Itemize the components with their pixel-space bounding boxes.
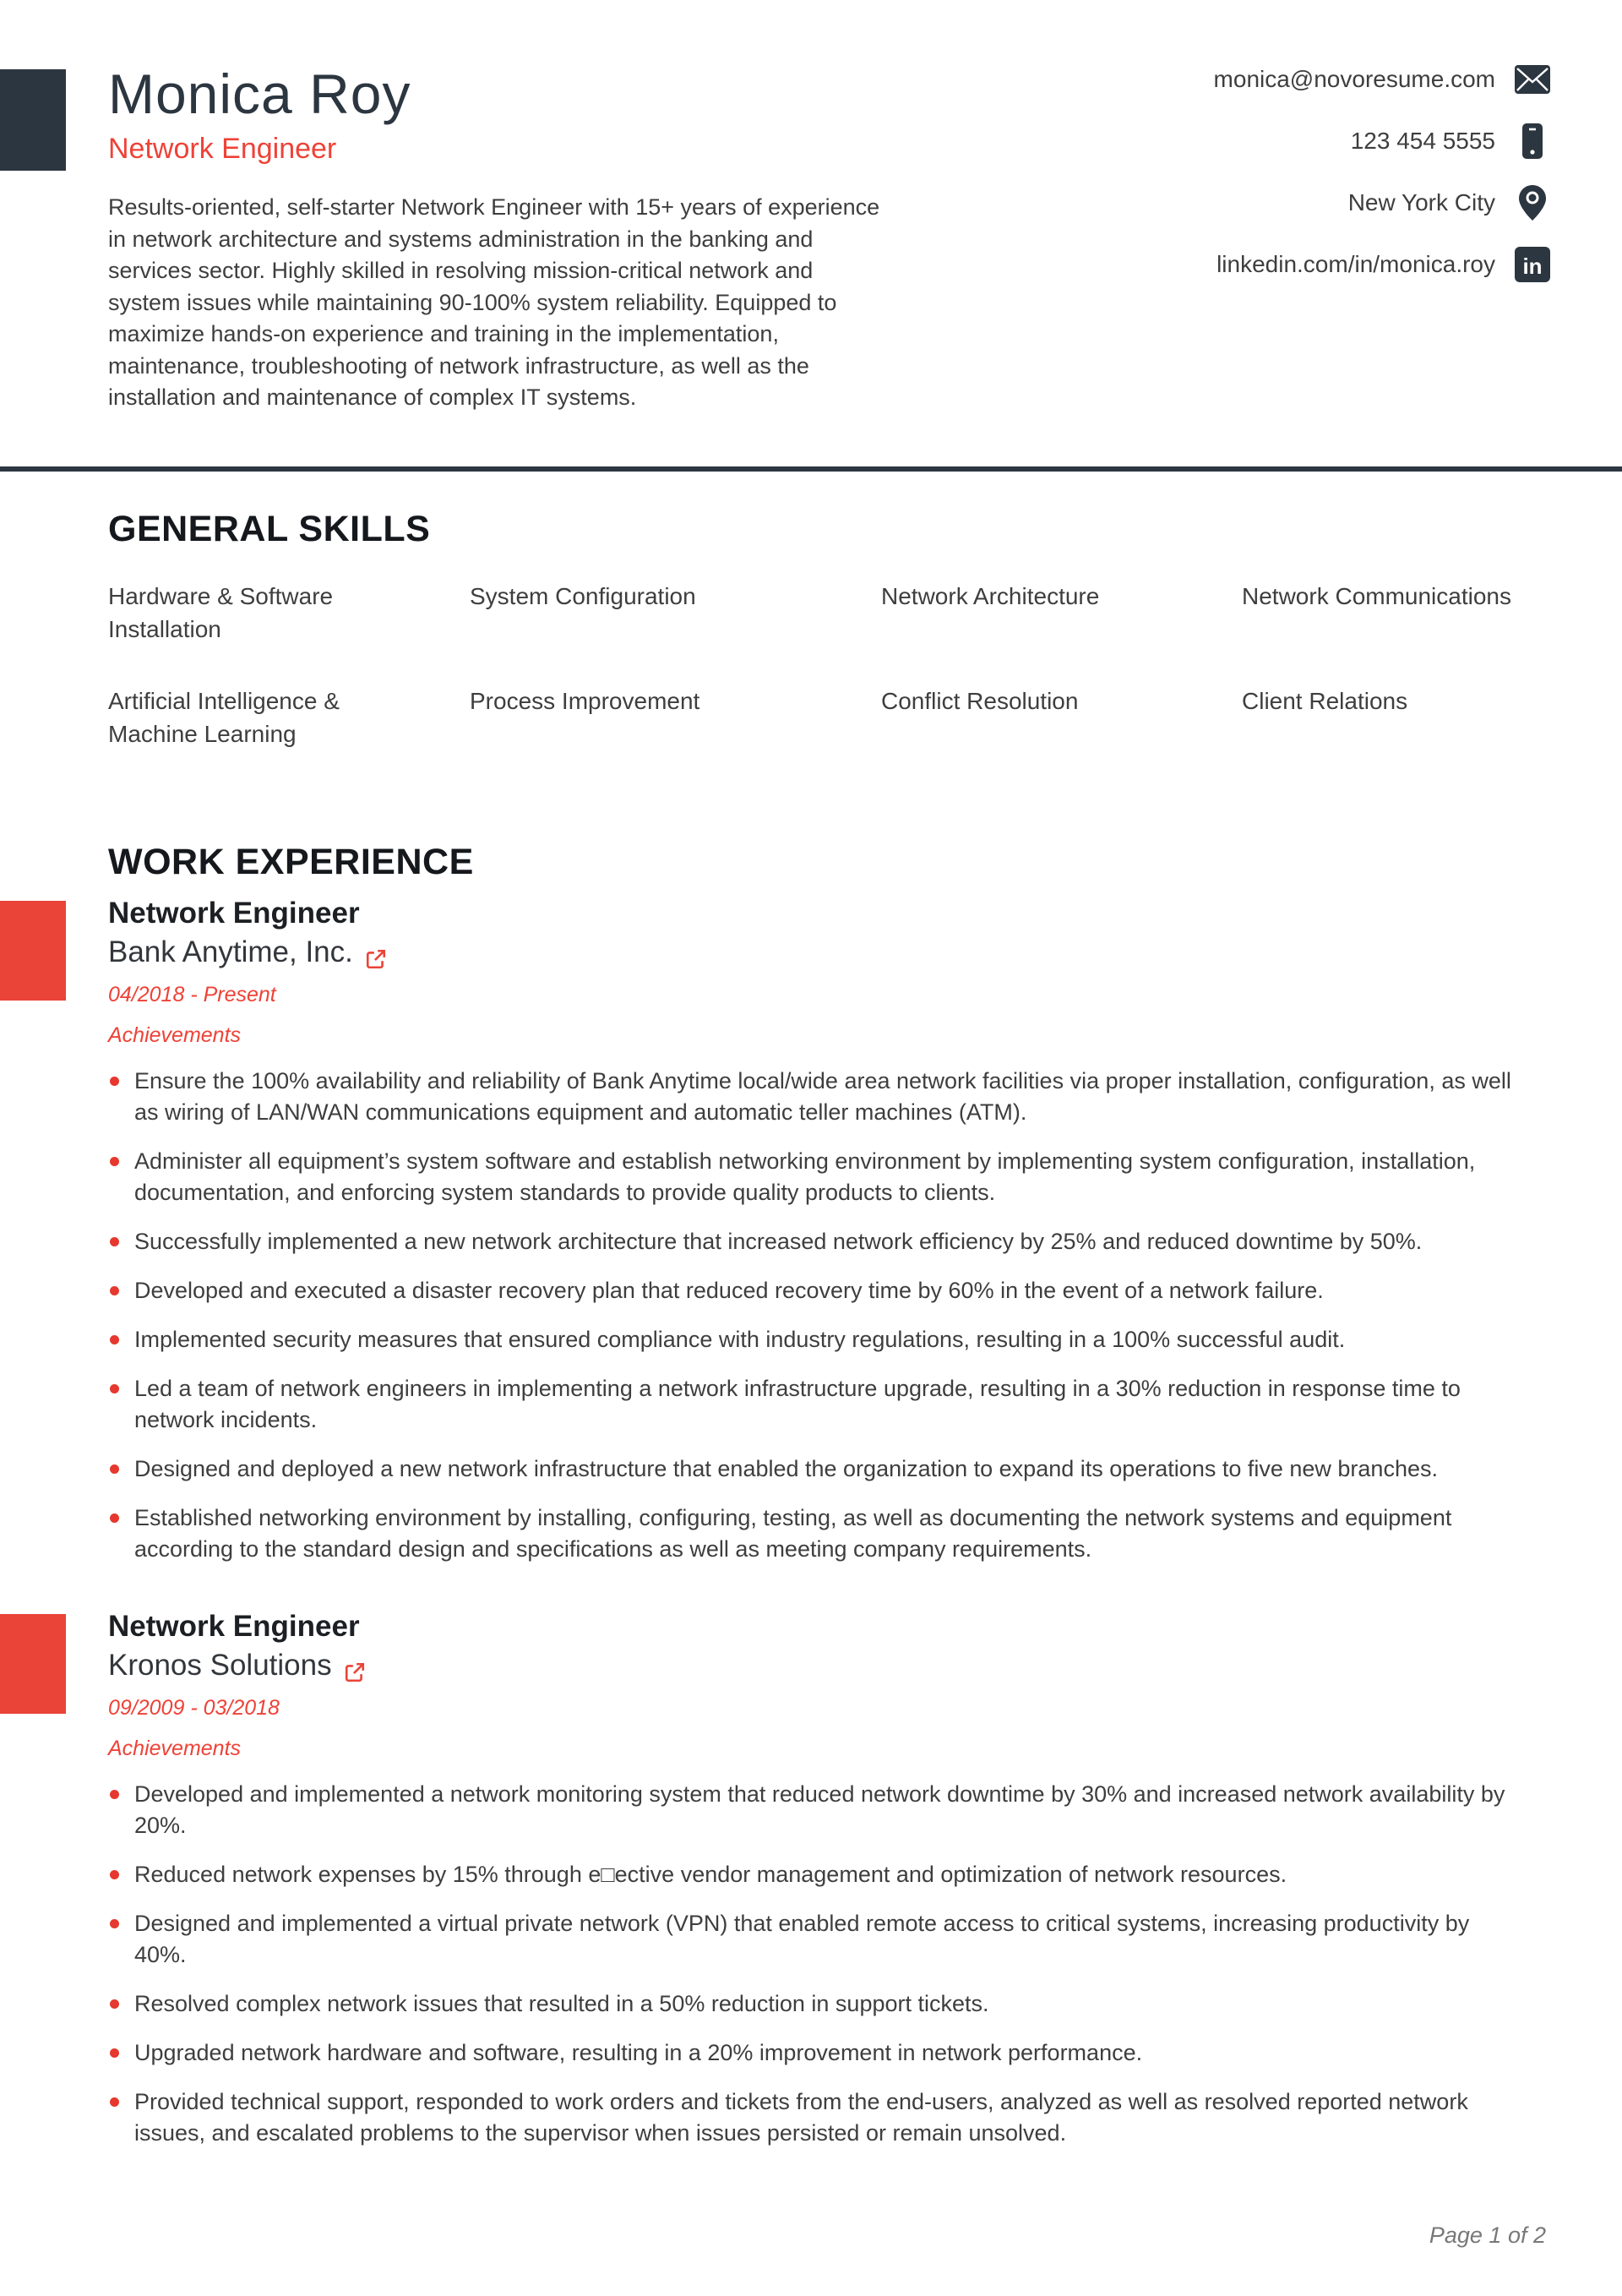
achievement-item: Successfully implemented a new network architecture that increased network efficiency by 25% and reduced downtime by 50%. xyxy=(108,1226,1512,1257)
external-link-icon[interactable] xyxy=(365,941,387,963)
achievement-item: Developed and executed a disaster recovery plan that reduced recovery time by 60% in the event of a network failure. xyxy=(108,1275,1512,1306)
contact-phone xyxy=(1351,123,1551,160)
contact-location xyxy=(1348,184,1551,221)
achievement-item: Designed and deployed a new network infrastructure that enabled the organization to expand its operations to five new branches. xyxy=(108,1453,1512,1485)
header xyxy=(0,0,1622,466)
skill-item: Hardware & Software Installation xyxy=(108,583,334,642)
contact-linkedin[interactable] xyxy=(1216,246,1551,283)
section-title-work-experience: WORK EXPERIENCE xyxy=(108,842,474,882)
achievement-item: Resolved complex network issues that resulted in a 50% reduction in support tickets. xyxy=(108,1988,1512,2020)
achievement-item: Established networking environment by installing, configuring, testing, as well as documenting the network systems and equipment according to the standard design and specifications as well as meeting company requirements. xyxy=(108,1502,1512,1565)
skills-grid xyxy=(108,580,1512,750)
contact-email-text: monica@novoresume.com xyxy=(1213,66,1495,92)
achievement-item: Led a team of network engineers in implementing a network infrastructure upgrade, resulting in a 30% reduction in response time to network incidents. xyxy=(108,1373,1512,1436)
job-title: Network Engineer xyxy=(108,897,360,930)
page-title: Monica Roy xyxy=(108,63,411,125)
achievement-item: Developed and implemented a network monitoring system that reduced network downtime by 30% and increased network availability by 20%. xyxy=(108,1779,1512,1841)
job-title: Network Engineer xyxy=(108,1610,360,1643)
company-name: Bank Anytime, Inc. xyxy=(108,935,353,968)
job-entry-bank-anytime xyxy=(0,894,1622,1565)
summary-paragraph: Results-oriented, self-starter Network Engineer with 15+ years of experience in network architecture and systems administration in the banking and services sector. Highly skilled in resolving mission-critical network and system issues while maintaining 90-100% system reliability. Equipped to maximize hands-on experience and training in the implementation, maintenance, troubleshooting of network infrastructure, as well as the installation and maintenance of complex IT systems. xyxy=(108,194,880,410)
skill-item: Network Communications xyxy=(1242,583,1511,609)
contact-location-text: New York City xyxy=(1347,189,1495,215)
achievement-item: Upgraded network hardware and software, resulting in a 20% improvement in network performance. xyxy=(108,2037,1512,2069)
achievements-list xyxy=(108,1779,1512,2149)
company-name: Kronos Solutions xyxy=(108,1649,332,1682)
role-subtitle: Network Engineer xyxy=(108,133,337,165)
achievements-label: Achievements xyxy=(108,1737,242,1760)
job-accent-bar xyxy=(0,1614,66,1714)
page-number: Page 1 of 2 xyxy=(1429,2222,1546,2248)
skill-item: Conflict Resolution xyxy=(881,688,1079,714)
external-link-icon[interactable] xyxy=(344,1655,366,1677)
skill-item: Network Architecture xyxy=(881,583,1100,609)
achievement-item: Implemented security measures that ensured compliance with industry regulations, resulting in a 100% successful audit. xyxy=(108,1324,1512,1355)
contact-list xyxy=(1214,61,1551,283)
skill-item: System Configuration xyxy=(470,583,696,609)
achievement-item: Ensure the 100% availability and reliability of Bank Anytime local/wide area network facilities via proper installation, configuration, as well as wiring of LAN/WAN communications equipment and automatic teller machines (ATM). xyxy=(108,1066,1512,1128)
phone-icon xyxy=(1514,123,1551,160)
contact-linkedin-text: linkedin.com/in/monica.roy xyxy=(1216,251,1495,277)
skill-item: Process Improvement xyxy=(470,688,700,714)
achievement-item: Provided technical support, responded to work orders and tickets from the end-users, analyzed as well as resolved reported network issues, and escalated problems to the supervisor when issues persisted or remain unsolved. xyxy=(108,2086,1512,2149)
header-accent-bar xyxy=(0,69,66,171)
header-divider xyxy=(0,466,1622,472)
contact-email[interactable] xyxy=(1214,61,1551,98)
linkedin-icon xyxy=(1514,246,1551,283)
achievement-item: Reduced network expenses by 15% through e□ective vendor management and optimization of network resources. xyxy=(108,1859,1512,1890)
skill-item: Artificial Intelligence & Machine Learning xyxy=(108,688,340,747)
achievements-label: Achievements xyxy=(108,1023,242,1047)
achievement-item: Designed and implemented a virtual private network (VPN) that enabled remote access to critical systems, increasing productivity by 40%. xyxy=(108,1908,1512,1971)
achievements-list xyxy=(108,1066,1512,1565)
skill-item: Client Relations xyxy=(1242,688,1408,714)
job-dates: 04/2018 - Present xyxy=(108,983,276,1006)
location-pin-icon xyxy=(1514,184,1551,221)
job-accent-bar xyxy=(0,901,66,1001)
svg-text:in: in xyxy=(1522,254,1543,279)
section-title-general-skills: GENERAL SKILLS xyxy=(108,509,431,549)
email-icon xyxy=(1514,61,1551,98)
job-dates: 09/2009 - 03/2018 xyxy=(108,1696,280,1720)
achievement-item: Administer all equipment’s system software and establish networking environment by implementing system configuration, installation, documentation, and enforcing system standards to provide quality products to clients. xyxy=(108,1146,1512,1208)
contact-phone-text: 123 454 5555 xyxy=(1350,128,1495,154)
job-entry-kronos-solutions xyxy=(0,1607,1622,2149)
